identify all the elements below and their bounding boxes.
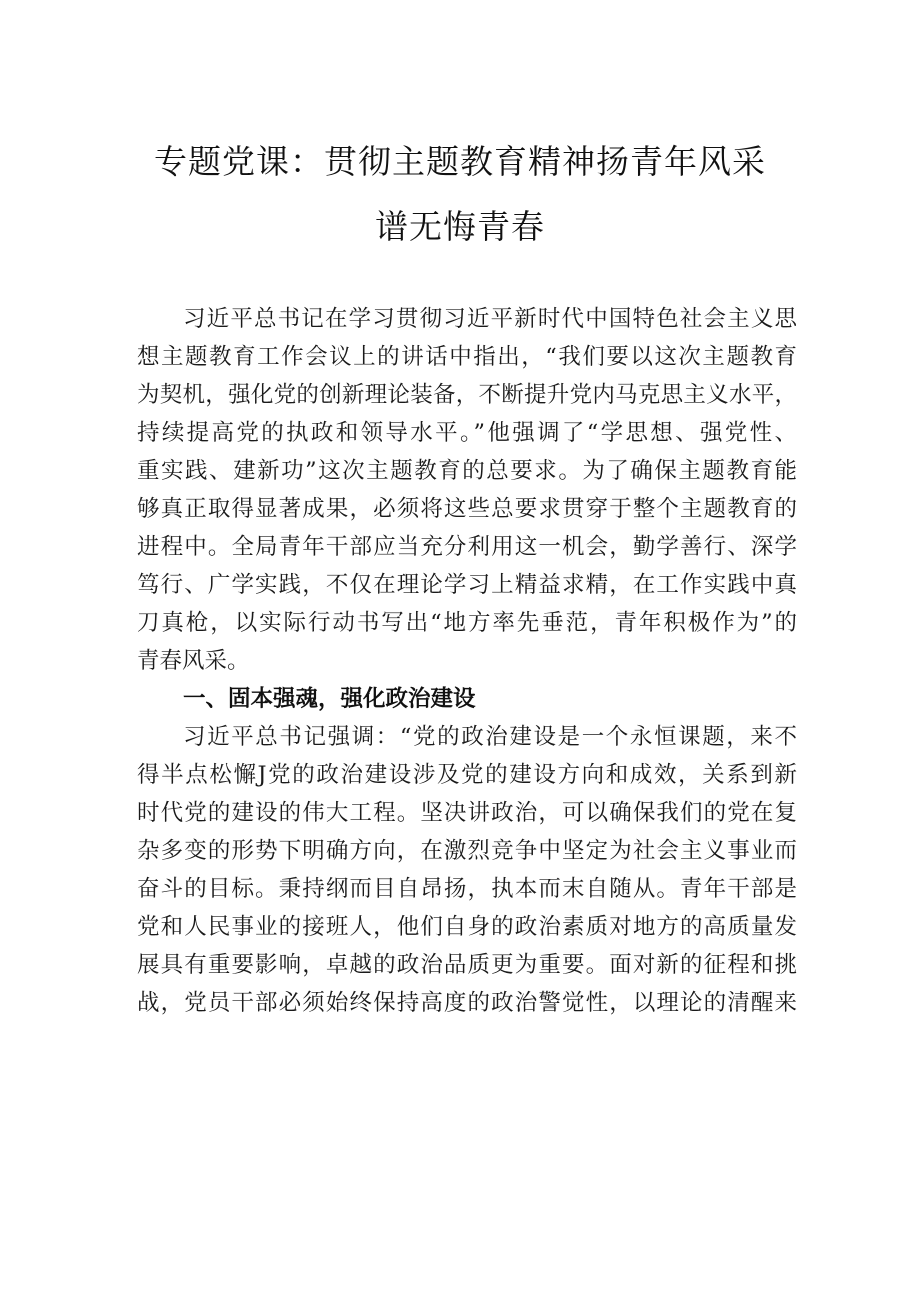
paragraph-1-line: 进程中。全局青年干部应当充分利用这一机会，勤学善行、深学 bbox=[137, 534, 797, 560]
paragraph-2-line: 战，党员干部必须始终保持高度的政治警觉性，以理论的清醒来 bbox=[137, 990, 797, 1016]
paragraph-1-line: 重实践、建新功”这次主题教育的总要求。为了确保主题教育能 bbox=[137, 458, 797, 484]
section-1-heading: 一、固本强魂，强化政治建设 bbox=[183, 686, 476, 712]
paragraph-1-line: 习近平总书记在学习贯彻习近平新时代中国特色社会主义思 bbox=[183, 306, 797, 332]
paragraph-2-line: 杂多变的形势下明确方向，在激烈竞争中坚定为社会主义事业而 bbox=[137, 838, 797, 864]
paragraph-2-line: 得半点松懈J党的政治建设涉及党的建设方向和成效，关系到新 bbox=[137, 762, 797, 788]
paragraph-1-line: 笃行、广学实践，不仅在理论学习上精益求精，在工作实践中真 bbox=[137, 572, 797, 598]
paragraph-2-line: 展具有重要影响，卓越的政治品质更为重要。面对新的征程和挑 bbox=[137, 952, 797, 978]
paragraph-1-line: 想主题教育工作会议上的讲话中指出，“我们要以这次主题教育 bbox=[137, 344, 797, 370]
paragraph-2-line: 时代党的建设的伟大工程。坚决讲政治，可以确保我们的党在复 bbox=[137, 800, 797, 826]
document-title-line-1: 专题党课：贯彻主题教育精神扬青年风采 bbox=[154, 142, 766, 181]
paragraph-1-line: 为契机，强化党的创新理论装备，不断提升党内马克思主义水平， bbox=[137, 382, 797, 408]
paragraph-1-line: 持续提高党的执政和领导水平。”他强调了“学思想、强党性、 bbox=[137, 420, 797, 446]
paragraph-1-line: 刀真枪，以实际行动书写出“地方率先垂范，青年积极作为”的 bbox=[137, 610, 797, 636]
paragraph-1-line: 青春风采。 bbox=[137, 648, 250, 674]
paragraph-2-line: 习近平总书记强调：“党的政治建设是一个永恒课题，来不 bbox=[183, 724, 797, 750]
paragraph-1-line: 够真正取得显著成果，必须将这些总要求贯穿于整个主题教育的 bbox=[137, 496, 797, 522]
document-title-line-2: 谱无悔青春 bbox=[375, 207, 545, 246]
paragraph-2-line: 党和人民事业的接班人，他们自身的政治素质对地方的高质量发 bbox=[137, 914, 797, 940]
paragraph-2-line: 奋斗的目标。秉持纲而目自昂扬，执本而末自随从。青年干部是 bbox=[137, 876, 797, 902]
